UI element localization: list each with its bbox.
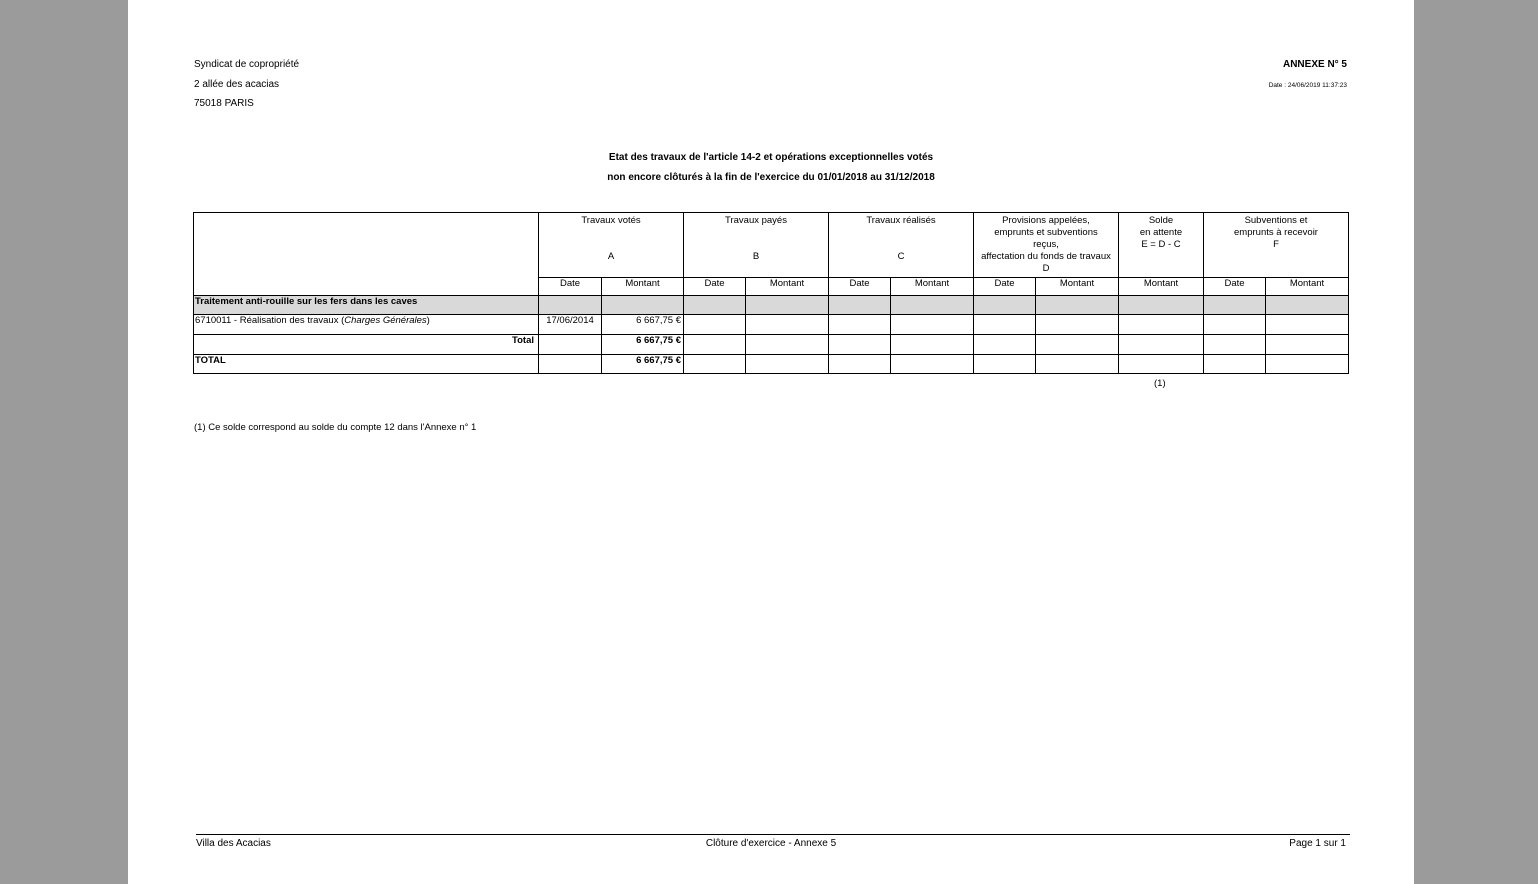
group-d-line-1: Provisions appelées, [1002, 215, 1090, 226]
subtotal-montant: 6 667,75 € [602, 335, 684, 355]
footer-divider [196, 834, 1350, 835]
group-f-line-2: emprunts à recevoir [1234, 227, 1318, 238]
print-date: Date : 24/06/2019 11:37:23 [1268, 82, 1347, 89]
group-c-label: Travaux réalisés [866, 215, 936, 226]
sub-header-date: Date [974, 278, 1036, 296]
header-blank-cell [194, 213, 539, 296]
group-b-letter: B [752, 251, 760, 262]
row-montant: 6 667,75 € [602, 315, 684, 335]
group-header-e [1119, 213, 1204, 278]
sub-header-montant: Montant [1119, 278, 1204, 296]
footer-left: Villa des Acacias [196, 838, 271, 849]
footer-page-number: Page 1 sur 1 [1289, 838, 1346, 849]
group-d-line-4: affectation du fonds de travaux [981, 251, 1111, 262]
group-d-letter: D [1042, 263, 1050, 274]
group-d-line-3: reçus, [1033, 239, 1059, 250]
group-d-line-2: emprunts et subventions [994, 227, 1098, 238]
group-header-b [684, 213, 829, 278]
table-row [194, 315, 1349, 335]
sub-header-montant: Montant [602, 278, 684, 296]
address-line-1: 2 allée des acacias [194, 79, 280, 90]
row-label: 6710011 - Réalisation des travaux (Charges Générales) [194, 315, 539, 335]
title-line-2: non encore clôturés à la fin de l'exercice du 01/01/2018 au 31/12/2018 [607, 172, 935, 183]
group-e-letter: E = D - C [1141, 239, 1181, 250]
sub-header-date: Date [1204, 278, 1266, 296]
sub-header-date: Date [539, 278, 602, 296]
group-e-line-2: en attente [1139, 227, 1183, 238]
address-line-2: 75018 PARIS [194, 98, 254, 109]
sub-header-date: Date [684, 278, 746, 296]
group-e-line-1: Solde [1148, 215, 1174, 226]
footnote: (1) Ce solde correspond au solde du compte 12 dans l'Annexe n° 1 [194, 422, 477, 433]
group-f-line-1: Subventions et [1244, 215, 1308, 226]
sub-header-montant: Montant [746, 278, 829, 296]
group-header-c [829, 213, 974, 278]
syndicat-label: Syndicat de copropriété [194, 59, 300, 70]
subtotal-label: Total [194, 335, 539, 355]
document-page [128, 0, 1414, 884]
annex-label: ANNEXE N° 5 [1282, 59, 1347, 70]
group-a-letter: A [607, 251, 615, 262]
grand-total-label: TOTAL [194, 355, 539, 374]
row-date: 17/06/2014 [539, 315, 602, 335]
group-f-letter: F [1273, 239, 1279, 250]
group-b-label: Travaux payés [725, 215, 787, 226]
group-header-d [974, 213, 1119, 278]
subtotal-row [194, 335, 1349, 355]
note-marker: (1) [1154, 378, 1166, 389]
sub-header-montant: Montant [1036, 278, 1119, 296]
footer-center: Clôture d'exercice - Annexe 5 [705, 838, 837, 849]
group-a-label: Travaux votés [581, 215, 641, 226]
sub-header-montant: Montant [891, 278, 974, 296]
group-c-letter: C [897, 251, 905, 262]
title-line-1: Etat des travaux de l'article 14-2 et opérations exceptionnelles votés [608, 152, 934, 163]
grand-total-montant: 6 667,75 € [602, 355, 684, 374]
group-header-a [539, 213, 684, 278]
grand-total-row [194, 355, 1349, 374]
sub-header-montant: Montant [1266, 278, 1349, 296]
sub-header-date: Date [829, 278, 891, 296]
works-table [193, 212, 1349, 374]
group-header-f [1204, 213, 1349, 278]
section-title: Traitement anti-rouille sur les fers dans les caves [194, 296, 539, 315]
